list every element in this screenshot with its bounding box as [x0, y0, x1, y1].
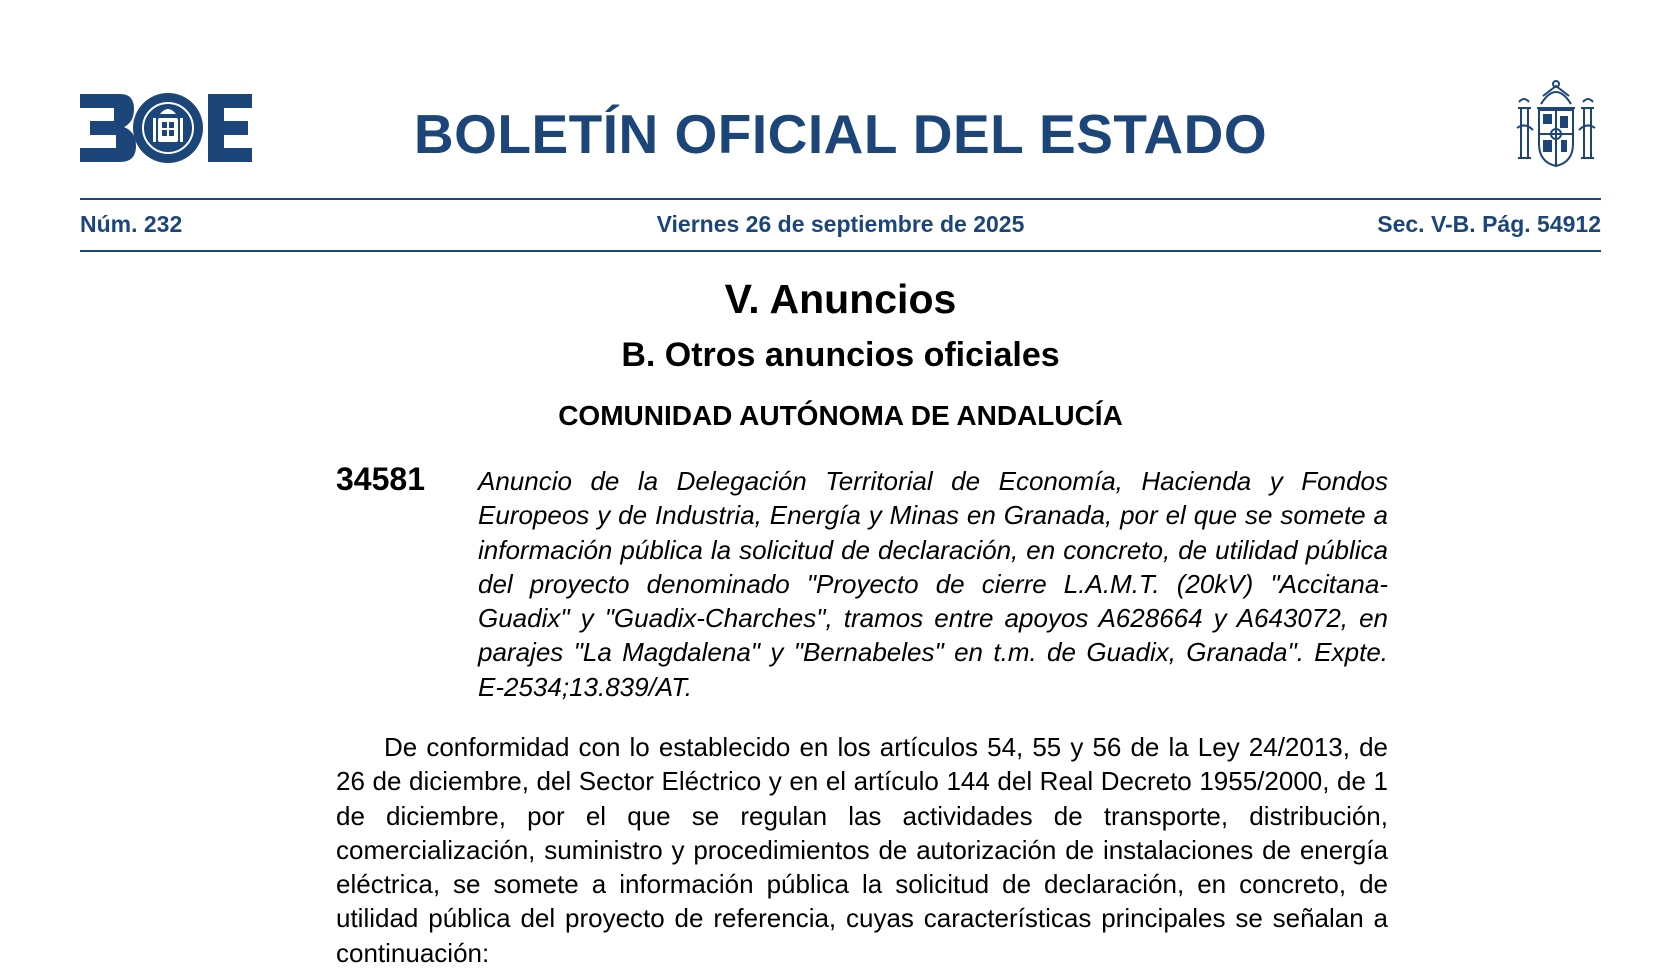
announcement-number: 34581 — [336, 461, 425, 497]
header-rule-top — [80, 198, 1601, 200]
issue-number: Núm. 232 — [80, 211, 183, 237]
gazette-title: BOLETÍN OFICIAL DEL ESTADO — [413, 103, 1268, 165]
announcement-summary: Anuncio de la Delegación Territorial de Economía, Hacienda y Fondos Europeos y de Industria, Energía y Minas en Granada, por el que se somete a información pública la solicitud de declaración, en concreto, de utilidad pública del proyecto denominado "Proyecto de cierre L.A.M.T. (20kV) "Accitana-Guadix" y "Guadix-Charches", tramos entre apoyos A628664 y A643072, en parajes "La Magdalena" y "Bernabeles" en t.m. de Guadix, Granada". Expte. E-2534;13.839/AT. — [478, 466, 1388, 702]
organism-heading: COMUNIDAD AUTÓNOMA DE ANDALUCÍA — [558, 400, 1123, 431]
issue-date: Viernes 26 de septiembre de 2025 — [656, 211, 1025, 237]
part-heading: V. Anuncios — [724, 276, 957, 322]
document-header — [80, 78, 1601, 198]
announcement-body: De conformidad con lo establecido en los artículos 54, 55 y 56 de la Ley 24/2013, de 26 de diciembre, del Sector Eléctrico y en el artículo 144 del Real Decreto 1955/2000, de 1 de diciembre, por el que se regulan las actividades de transporte, distribución, comercialización, suministro y procedimientos de autorización de instalaciones de energía eléctrica, se somete a información pública la solicitud de declaración, en concreto, de utilidad pública del proyecto de referencia, cuyas características principales se señalan a continuación: — [336, 732, 1388, 968]
coat-of-arms-icon — [1515, 78, 1597, 170]
header-rule-bottom — [80, 250, 1601, 252]
section-page: Sec. V-B. Pág. 54912 — [1377, 211, 1601, 237]
subpart-heading: B. Otros anuncios oficiales — [621, 336, 1060, 374]
